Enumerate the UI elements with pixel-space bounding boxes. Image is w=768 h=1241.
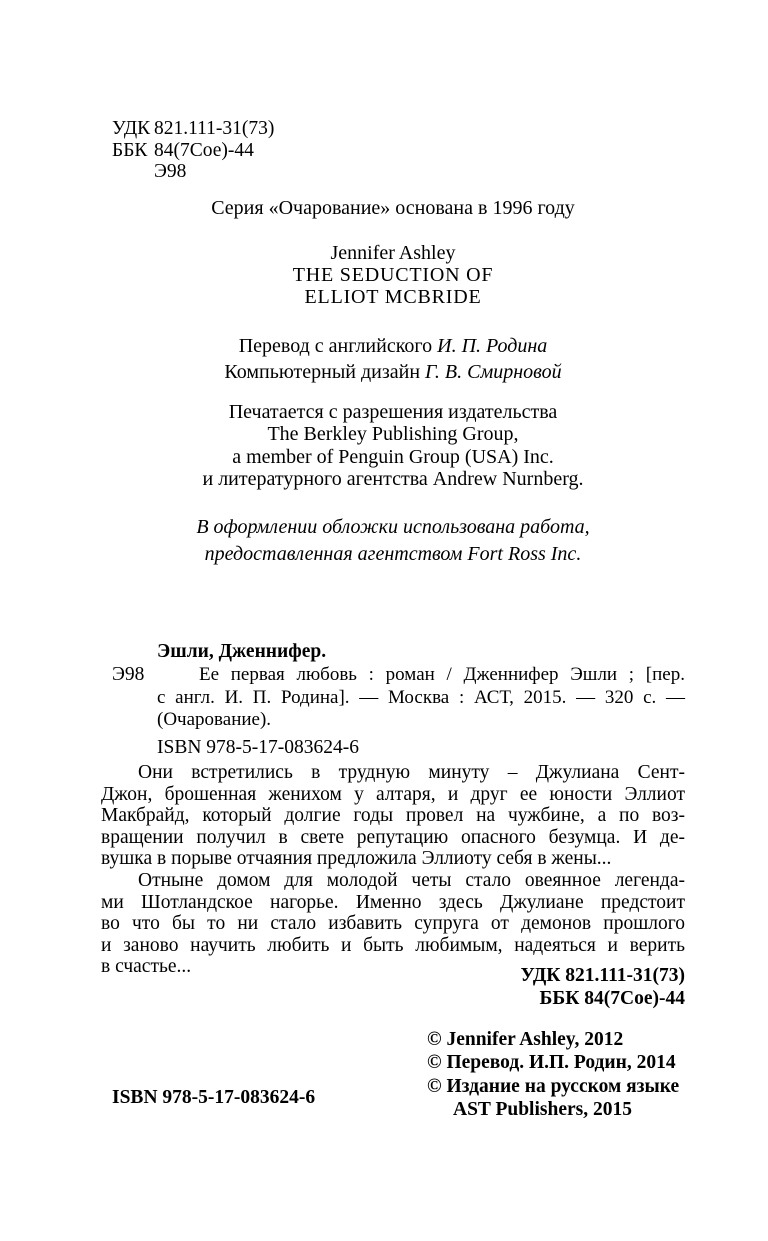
top-classification-block <box>112 118 274 183</box>
annotation-line: в счастье... <box>101 956 192 978</box>
copyright-line: © Jennifer Ashley, 2012 <box>427 1029 624 1050</box>
original-title-block <box>101 242 685 308</box>
annotation-line: во что бы то ни стало избавить супруга от демонов прошлого <box>101 913 685 935</box>
author-sign-line <box>112 161 274 183</box>
designer-name: Г. В. Смирновой <box>425 360 562 383</box>
bbk-bottom: ББК 84(7Сое)-44 <box>539 988 685 1009</box>
annotation-paragraph-1 <box>101 762 685 870</box>
copyright-line: © Перевод. И.П. Родин, 2014 <box>427 1052 676 1074</box>
translation-prefix: Перевод с английского <box>238 335 433 357</box>
original-title-line-2: ELLIOT MCBRIDE <box>304 286 482 308</box>
cover-note-block <box>101 514 685 567</box>
classification-bottom-block <box>101 964 685 1010</box>
translation-credit <box>101 334 685 360</box>
catalog-line: (Очарование). <box>157 709 272 731</box>
annotation-paragraph-2 <box>101 870 685 978</box>
permission-line: и литературного агентства Andrew Nurnberg. <box>202 468 584 491</box>
permission-line: a member of Penguin Group (USA) Inc. <box>232 445 554 468</box>
annotation-line: вушка в порыве отчаяния предложила Эллиоту себя в жены... <box>101 848 612 870</box>
isbn-bottom: ISBN 978-5-17-083624-6 <box>112 1087 316 1108</box>
copyright-line: © Издание на русском языке <box>427 1075 680 1097</box>
annotation-line: Они встретились в трудную минуту – Джулиана Сент- <box>138 762 685 783</box>
original-title-line-1: THE SEDUCTION OF <box>292 264 494 286</box>
annotation-line: вращении получил в свете репутацию опасного безумца. И де- <box>101 826 685 848</box>
bbk-line <box>112 140 274 162</box>
udk-line <box>112 118 274 140</box>
catalog-line: с англ. И. П. Родина]. — Москва : АСТ, 2015. — 320 с. — <box>157 686 685 708</box>
cover-note-line: В оформлении обложки использована работа, <box>196 516 590 538</box>
udk-bottom: УДК 821.111-31(73) <box>520 965 685 986</box>
translator-name: И. П. Родина <box>437 335 548 357</box>
annotation-line: ми Шотландское нагорье. Именно здесь Джулиане предстоит <box>101 891 685 913</box>
credits-block <box>101 334 685 385</box>
catalog-author-sign: Э98 <box>112 664 145 685</box>
permission-line: The Berkley Publishing Group, <box>267 423 519 446</box>
catalog-description <box>157 664 685 732</box>
annotation-line: Джон, брошенная женихом у алтаря, и друг ее юности Эллиот <box>101 783 685 805</box>
udk-label: УДК <box>112 118 151 139</box>
bbk-label: ББК <box>112 139 148 161</box>
permission-block <box>101 401 685 491</box>
cover-note-line: предоставленная агентством Fort Ross Inc. <box>204 542 582 565</box>
catalog-author-heading: Эшли, Дженнифер. <box>157 641 327 662</box>
permission-line: Печатается с разрешения издательства <box>228 401 558 423</box>
annotation-line: Макбрайд, который долгие годы провел на чужбине, а по воз- <box>101 805 685 827</box>
design-credit <box>101 360 685 386</box>
copyright-line: AST Publishers, 2015 <box>453 1099 632 1121</box>
annotation-line: и заново научить любить и быть любимым, надеяться и верить <box>101 934 685 956</box>
bbk-value: 84(7Сое)-44 <box>154 139 254 161</box>
series-line: Серия «Очарование» основана в 1996 году <box>211 197 575 219</box>
design-prefix: Компьютерный дизайн <box>224 360 421 383</box>
annotation-block <box>101 762 685 978</box>
catalog-isbn: ISBN 978-5-17-083624-6 <box>157 737 360 758</box>
annotation-line: Отныне домом для молодой четы стало овеянное легенда- <box>138 869 685 891</box>
copyright-block <box>427 1028 679 1122</box>
author-sign: Э98 <box>154 161 187 182</box>
udk-value: 821.111-31(73) <box>154 118 275 139</box>
catalog-line: Ее первая любовь : роман / Дженнифер Эшли ; [пер. <box>199 664 685 685</box>
original-author: Jennifer Ashley <box>330 242 456 264</box>
